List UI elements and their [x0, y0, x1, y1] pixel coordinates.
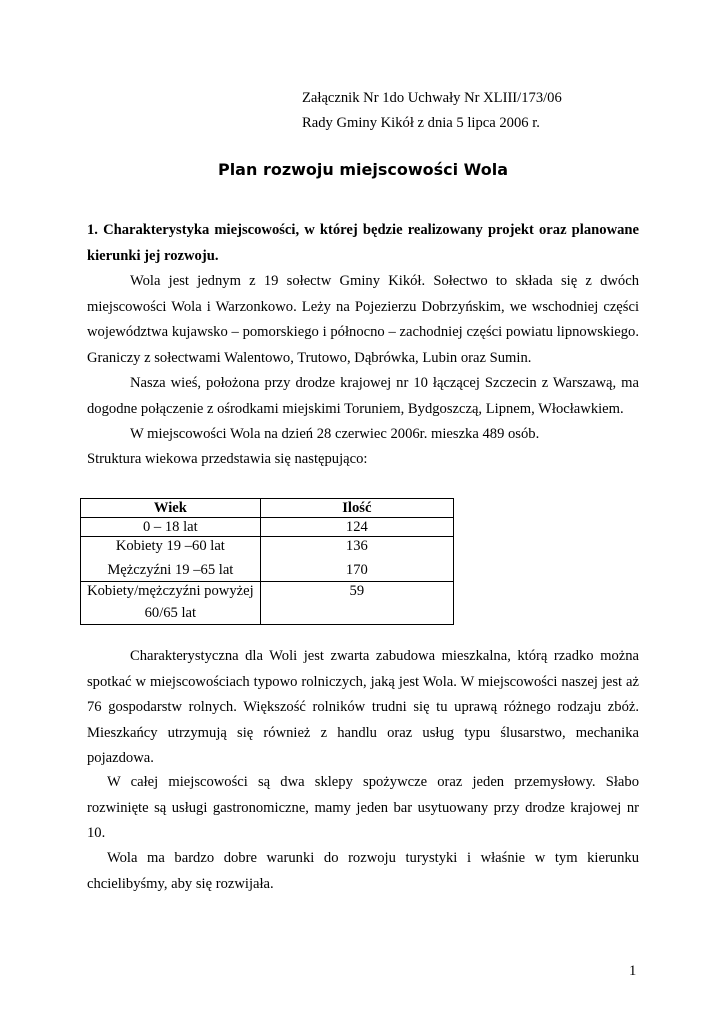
- table-row: [81, 518, 454, 537]
- table-row: [81, 582, 454, 625]
- paragraph-line: spotkać w miejscowościach typowo rolniczych, jaką jest Wola. W miejscowości naszej jest aż: [87, 673, 639, 690]
- cell-text: 170: [345, 562, 368, 578]
- attachment-line-1: Załącznik Nr 1do Uchwały Nr XLIII/173/06: [302, 90, 562, 106]
- paragraph-line: województwa kujawsko – pomorskiego i północno – zachodniej części powiatu lipnowskiego.: [87, 324, 639, 340]
- paragraph-line: dogodne połączenie z ośrodkami miejskimi Toruniem, Bydgoszczą, Lipnem, Włocławkiem.: [87, 400, 624, 417]
- paragraph-road: [87, 371, 639, 422]
- section-heading-line-1: 1. Charakterystyka miejscowości, w której będzie realizowany projekt oraz planowane: [87, 222, 639, 238]
- page-title-text: Plan rozwoju miejscowości Wola: [217, 160, 509, 179]
- attachment-line-2: Rady Gminy Kikół z dnia 5 lipca 2006 r.: [302, 115, 540, 131]
- paragraph-line: miejscowości Wola i Warzonkowo. Leży na Pojezierzu Dobrzyńskim, we wschodniej części: [87, 298, 639, 315]
- table-cell-count: [260, 582, 453, 625]
- page-number: 1: [629, 963, 637, 979]
- table-cell-age: [81, 518, 261, 537]
- paragraph-line: chcielibyśmy, aby się rozwijała.: [87, 875, 274, 892]
- paragraph-line: Wola ma bardzo dobre warunki do rozwoju turystyki i właśnie w tym kierunku: [107, 850, 639, 866]
- paragraph-tourism: [87, 846, 639, 897]
- age-structure-table: [80, 498, 454, 625]
- paragraph-line: Nasza wieś, położona przy drodze krajowej nr 10 łączącej Szczecin z Warszawą, ma: [130, 375, 639, 391]
- paragraph-shops: [87, 770, 639, 847]
- paragraph-location: [87, 269, 639, 371]
- paragraph-line: W całej miejscowości są dwa sklepy spożywcze oraz jeden przemysłowy. Słabo: [107, 774, 639, 790]
- paragraph-line: pojazdowa.: [87, 750, 154, 766]
- table-cell-count: [260, 518, 453, 537]
- table-row: [81, 537, 454, 582]
- table-header-age: Wiek: [81, 499, 261, 518]
- cell-text: 136: [345, 538, 368, 554]
- table-cell-age: [81, 582, 261, 625]
- paragraph-line: Graniczy z sołectwami Walentowo, Trutowo, Dąbrówka, Lubin oraz Sumin.: [87, 349, 532, 366]
- paragraph-line: Charakterystyczna dla Woli jest zwarta zabudowa mieszkalna, którą rzadko można: [130, 648, 639, 664]
- page-title: [0, 160, 724, 179]
- paragraph-buildings: [87, 644, 639, 772]
- cell-text: 60/65 lat: [144, 605, 197, 621]
- paragraph-line: W miejscowości Wola na dzień 28 czerwiec 2006r. mieszka 489 osób.: [130, 426, 540, 442]
- table-header-row: [81, 499, 454, 518]
- paragraph-line: 10.: [87, 825, 106, 841]
- cell-text: Kobiety/mężczyźni powyżej: [87, 583, 254, 599]
- paragraph-line: Wola jest jednym z 19 sołectw Gminy Kikół. Sołectwo to składa się z dwóch: [130, 273, 639, 289]
- cell-text: 59: [349, 583, 365, 599]
- cell-text: Mężczyźni 19 –65 lat: [107, 562, 234, 578]
- paragraph-line: 76 gospodarstw rolnych. Większość rolników trudni się tu uprawą różnego rodzaju zbóż.: [87, 699, 639, 715]
- paragraph-age-structure-intro: [87, 447, 639, 473]
- paragraph-line: rozwinięte są usługi gastronomiczne, mamy jeden bar usytuowany przy drodze krajowej nr: [87, 799, 639, 816]
- paragraph-population: [87, 422, 639, 448]
- section-heading: [87, 218, 639, 269]
- paragraph-line: Mieszkańcy utrzymują się również z handlu oraz usług typu ślusarstwo, mechanika: [87, 724, 639, 741]
- cell-text: Kobiety 19 –60 lat: [115, 538, 225, 554]
- cell-text: 124: [345, 519, 368, 535]
- table-cell-age: [81, 537, 261, 582]
- table-header-count: Ilość: [260, 499, 453, 518]
- table-cell-count: [260, 537, 453, 582]
- attachment-header: [302, 86, 562, 136]
- paragraph-line: Struktura wiekowa przedstawia się następująco:: [87, 451, 368, 467]
- cell-text: 0 – 18 lat: [142, 519, 198, 535]
- section-heading-line-2: kierunki jej rozwoju.: [87, 247, 219, 264]
